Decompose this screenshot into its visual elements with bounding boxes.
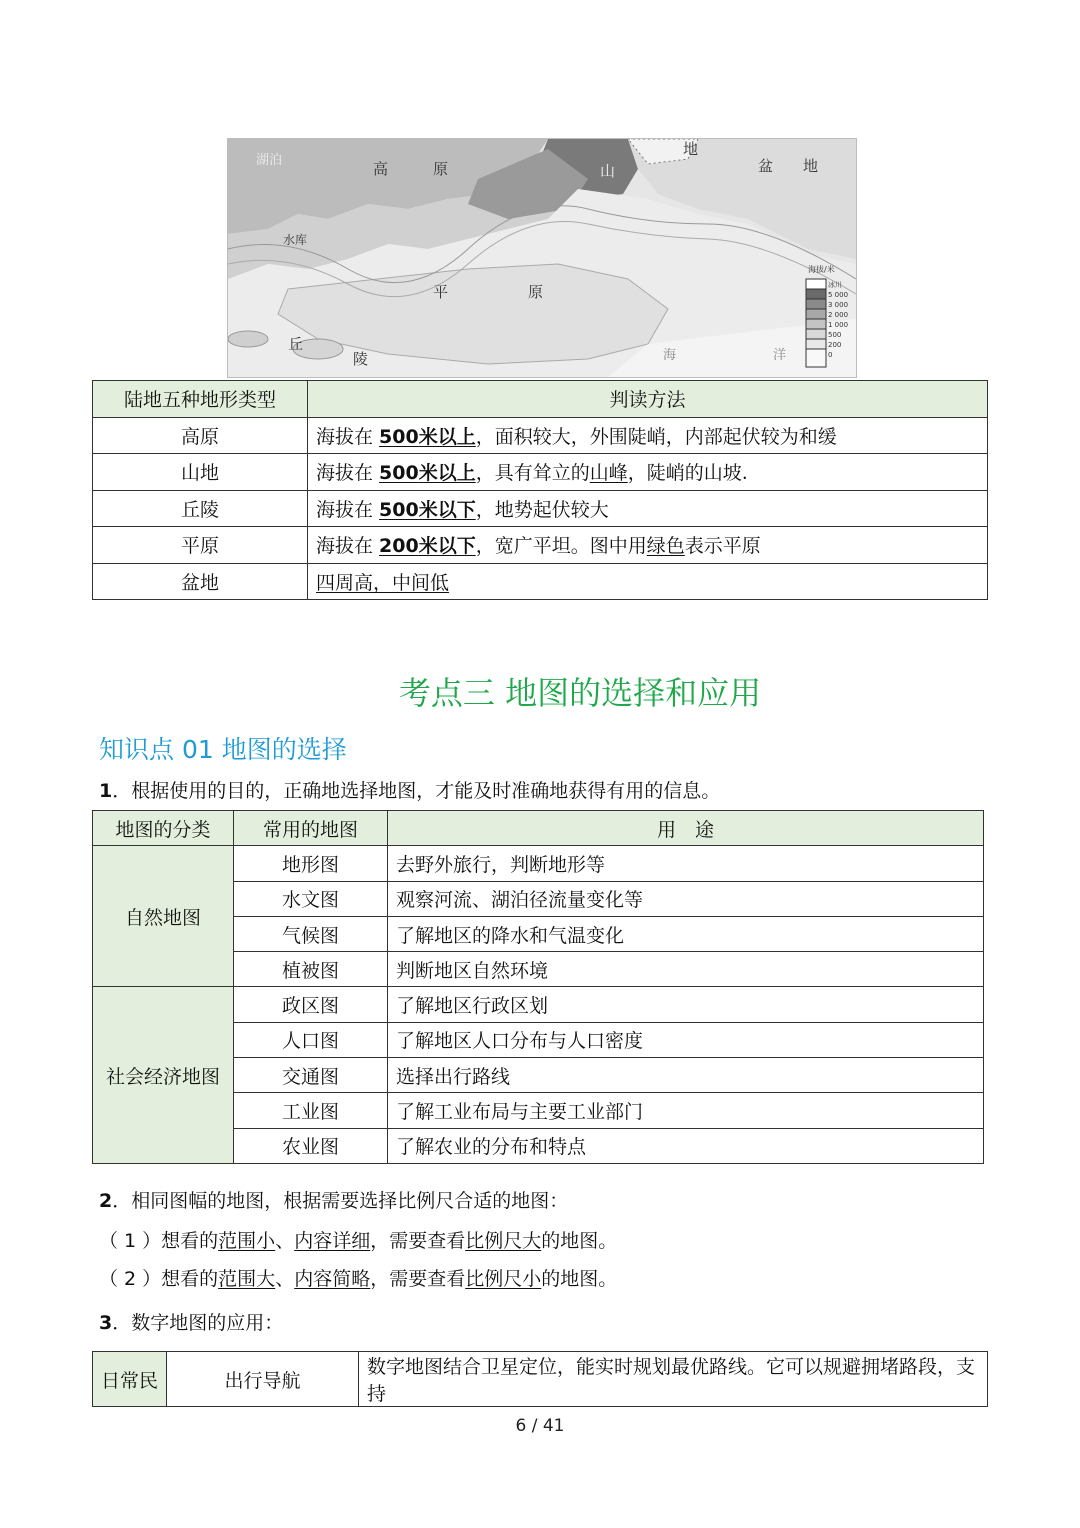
map-label-sea: 海 — [663, 348, 677, 363]
landform-type: 平原 — [93, 527, 308, 564]
digital-description: 数字地图结合卫星定位，能实时规划最优路线。它可以规避拥堵路段，支持 — [359, 1352, 988, 1407]
map-label-sea: 洋 — [773, 348, 787, 363]
map-use: 了解地区人口分布与人口密度 — [388, 1022, 984, 1057]
map-name: 植被图 — [234, 952, 388, 987]
table-row — [93, 1352, 988, 1407]
map-use: 去野外旅行，判断地形等 — [388, 846, 984, 881]
map-use: 了解工业布局与主要工业部门 — [388, 1093, 984, 1128]
table-row — [93, 987, 984, 1022]
map-name: 地形图 — [234, 846, 388, 881]
digital-map-table — [92, 1351, 988, 1407]
map-label-hill: 陵 — [353, 350, 369, 368]
section-title: 考点三 地图的选择和应用 — [398, 674, 762, 712]
digital-category: 日常民 — [93, 1352, 167, 1407]
table-row — [93, 527, 988, 564]
landform-type: 高原 — [93, 417, 308, 454]
map-label-basin: 地 — [803, 157, 819, 175]
map-label-plain: 原 — [528, 283, 544, 301]
legend-item: 5 000 — [828, 291, 849, 299]
map-label-mountain: 山 — [600, 162, 616, 180]
landform-method: 海拔在 500米以上，具有耸立的山峰，陡峭的山坡. — [308, 454, 988, 491]
table-header: 用 途 — [388, 811, 984, 846]
map-use: 了解农业的分布和特点 — [388, 1128, 984, 1163]
map-use: 判断地区自然环境 — [388, 952, 984, 987]
paragraph-3: 3．数字地图的应用： — [99, 1312, 284, 1334]
table-row — [93, 417, 988, 454]
legend-item: 冰川 — [828, 281, 842, 289]
landform-type: 盆地 — [93, 563, 308, 600]
map-name: 气候图 — [234, 916, 388, 951]
map-use: 选择出行路线 — [388, 1058, 984, 1093]
table-row — [93, 490, 988, 527]
map-name: 农业图 — [234, 1128, 388, 1163]
map-label-mountain: 地 — [683, 140, 699, 158]
paragraph-2b: （ 2 ）想看的范围大、内容简略，需要查看比例尺小的地图。 — [99, 1268, 618, 1290]
map-use: 了解地区行政区划 — [388, 987, 984, 1022]
legend-item: 500 — [828, 331, 842, 339]
map-category: 社会经济地图 — [93, 987, 234, 1163]
landform-method: 四周高，中间低 — [308, 563, 988, 600]
map-category: 自然地图 — [93, 846, 234, 987]
landform-type: 山地 — [93, 454, 308, 491]
map-name: 工业图 — [234, 1093, 388, 1128]
map-use: 观察河流、湖泊径流量变化等 — [388, 881, 984, 916]
map-name: 人口图 — [234, 1022, 388, 1057]
map-label-plateau: 高 — [373, 160, 389, 178]
legend-item: 3 000 — [828, 301, 849, 309]
map-label-plateau: 原 — [433, 160, 449, 178]
legend-item: 200 — [828, 341, 842, 349]
paragraph-1: 1．根据使用的目的，正确地选择地图，才能及时准确地获得有用的信息。 — [99, 780, 721, 802]
map-use: 了解地区的降水和气温变化 — [388, 916, 984, 951]
landform-method: 海拔在 200米以下，宽广平坦。图中用绿色表示平原 — [308, 527, 988, 564]
landform-type: 丘陵 — [93, 490, 308, 527]
table-row — [93, 563, 988, 600]
table-header: 判读方法 — [308, 381, 988, 418]
table-header: 陆地五种地形类型 — [93, 381, 308, 418]
table-row — [93, 846, 984, 881]
landform-table — [92, 380, 988, 600]
map-label-hill: 丘 — [288, 335, 304, 353]
table-header: 常用的地图 — [234, 811, 388, 846]
landform-method: 海拔在 500米以上，面积较大，外围陡峭，内部起伏较为和缓 — [308, 417, 988, 454]
map-label-basin: 盆 — [758, 157, 774, 175]
legend-title: 海拔/米 — [808, 265, 835, 274]
paragraph-2: 2．相同图幅的地图，根据需要选择比例尺合适的地图： — [99, 1190, 569, 1212]
digital-application: 出行导航 — [167, 1352, 359, 1407]
table-row — [93, 454, 988, 491]
map-name: 交通图 — [234, 1058, 388, 1093]
map-label-plain: 平 — [433, 283, 449, 301]
map-label-reservoir: 水库 — [283, 233, 308, 247]
table-header: 地图的分类 — [93, 811, 234, 846]
map-label-lake: 湖泊 — [256, 153, 283, 168]
knowledge-point-title: 知识点 01 地图的选择 — [99, 735, 347, 764]
paragraph-2a: （ 1 ）想看的范围小、内容详细，需要查看比例尺大的地图。 — [99, 1230, 618, 1252]
map-type-table — [92, 810, 984, 1164]
legend-item: 0 — [828, 351, 833, 359]
page-number: 6 / 41 — [515, 1416, 565, 1436]
terrain-map-graphic — [228, 139, 856, 377]
terrain-map — [227, 138, 857, 378]
map-name: 政区图 — [234, 987, 388, 1022]
legend-item: 1 000 — [828, 321, 849, 329]
legend-item: 2 000 — [828, 311, 849, 319]
landform-method: 海拔在 500米以下，地势起伏较大 — [308, 490, 988, 527]
map-name: 水文图 — [234, 881, 388, 916]
